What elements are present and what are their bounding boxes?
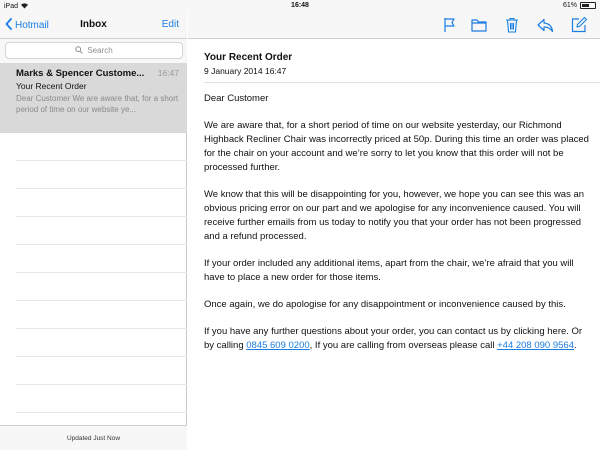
header-divider <box>204 82 600 83</box>
list-separator <box>16 329 187 357</box>
email-paragraph: Once again, we do apologise for any disappointment or inconvenience caused by this. <box>204 299 566 310</box>
contact-text: If you have any further questions about your order, you can contact us by clicking here. Or by calling <box>204 326 583 351</box>
contact-text-overseas: , If you are calling from overseas please call <box>309 340 498 351</box>
flag-icon[interactable] <box>441 16 459 34</box>
message-toolbar <box>188 12 600 39</box>
status-bar <box>0 0 600 12</box>
back-button-label: Hotmail <box>15 20 49 31</box>
email-date: 9 January 2014 16:47 <box>204 66 287 76</box>
email-paragraph: We know that this will be disappointing for you, however, we hope you can see this was an obvious pricing error on our part and we apologise for any inconvenience caused. You will receive further emails from us today to notify you that your order has not been progressed and a refund processed. <box>204 189 585 242</box>
phone-link-uk[interactable]: 0845 609 0200 <box>246 340 310 351</box>
list-separator <box>16 273 187 301</box>
message-time: 16:47 <box>157 68 179 78</box>
list-separator <box>16 357 187 385</box>
battery-percent: 61% <box>562 2 577 9</box>
list-separator <box>16 301 187 329</box>
battery-fill <box>582 4 589 7</box>
battery-icon <box>580 2 596 9</box>
message-pane <box>188 12 600 450</box>
email-paragraph: If your order included any additional items, apart from the chair, we’re afraid that you will have to place a new order for those items. <box>204 258 574 283</box>
list-separator <box>16 133 187 161</box>
list-separator <box>16 217 187 245</box>
search-placeholder: Search <box>87 46 113 55</box>
mailbox-nav-bar <box>0 12 187 39</box>
search-icon <box>75 46 83 56</box>
search-bar <box>0 39 187 63</box>
message-list-item[interactable] <box>0 63 187 133</box>
search-input[interactable] <box>5 42 183 59</box>
email-subject: Your Recent Order <box>204 52 293 63</box>
trash-icon[interactable] <box>503 16 521 34</box>
contact-text-end: . <box>573 340 577 351</box>
empty-list-rows <box>16 133 187 413</box>
email-body <box>204 92 589 366</box>
device-label: iPad <box>4 3 19 10</box>
edit-button[interactable]: Edit <box>161 19 179 30</box>
mailbox-pane <box>0 12 187 450</box>
mailbox-title: Inbox <box>80 19 107 30</box>
status-time: 16:48 <box>291 2 309 9</box>
compose-icon[interactable] <box>570 16 588 34</box>
email-header <box>204 52 292 76</box>
phone-link-overseas[interactable]: +44 208 090 9564 <box>497 340 574 351</box>
email-greeting: Dear Customer <box>204 93 269 104</box>
mailbox-status-footer: Updated Just Now <box>0 425 187 450</box>
message-preview: Dear Customer We are aware that, for a short period of time on our website ye... <box>16 94 179 114</box>
email-contact-paragraph <box>204 325 589 353</box>
reply-icon[interactable] <box>536 16 554 34</box>
email-paragraph: We are aware that, for a short period of time on our website yesterday, our Richmond Highback Recliner Chair was incorrectly priced at 50p. During this time an order was placed for the chair on your account and we’re sorry to let you know that this order will not be processed further. <box>204 120 589 173</box>
message-sender: Marks & Spencer Custome... <box>16 68 145 79</box>
message-subject: Your Recent Order <box>16 81 87 91</box>
list-separator <box>16 189 187 217</box>
list-separator <box>16 385 187 413</box>
status-right <box>563 2 596 9</box>
list-separator <box>16 245 187 273</box>
folder-icon[interactable] <box>470 16 488 34</box>
list-separator <box>16 161 187 189</box>
